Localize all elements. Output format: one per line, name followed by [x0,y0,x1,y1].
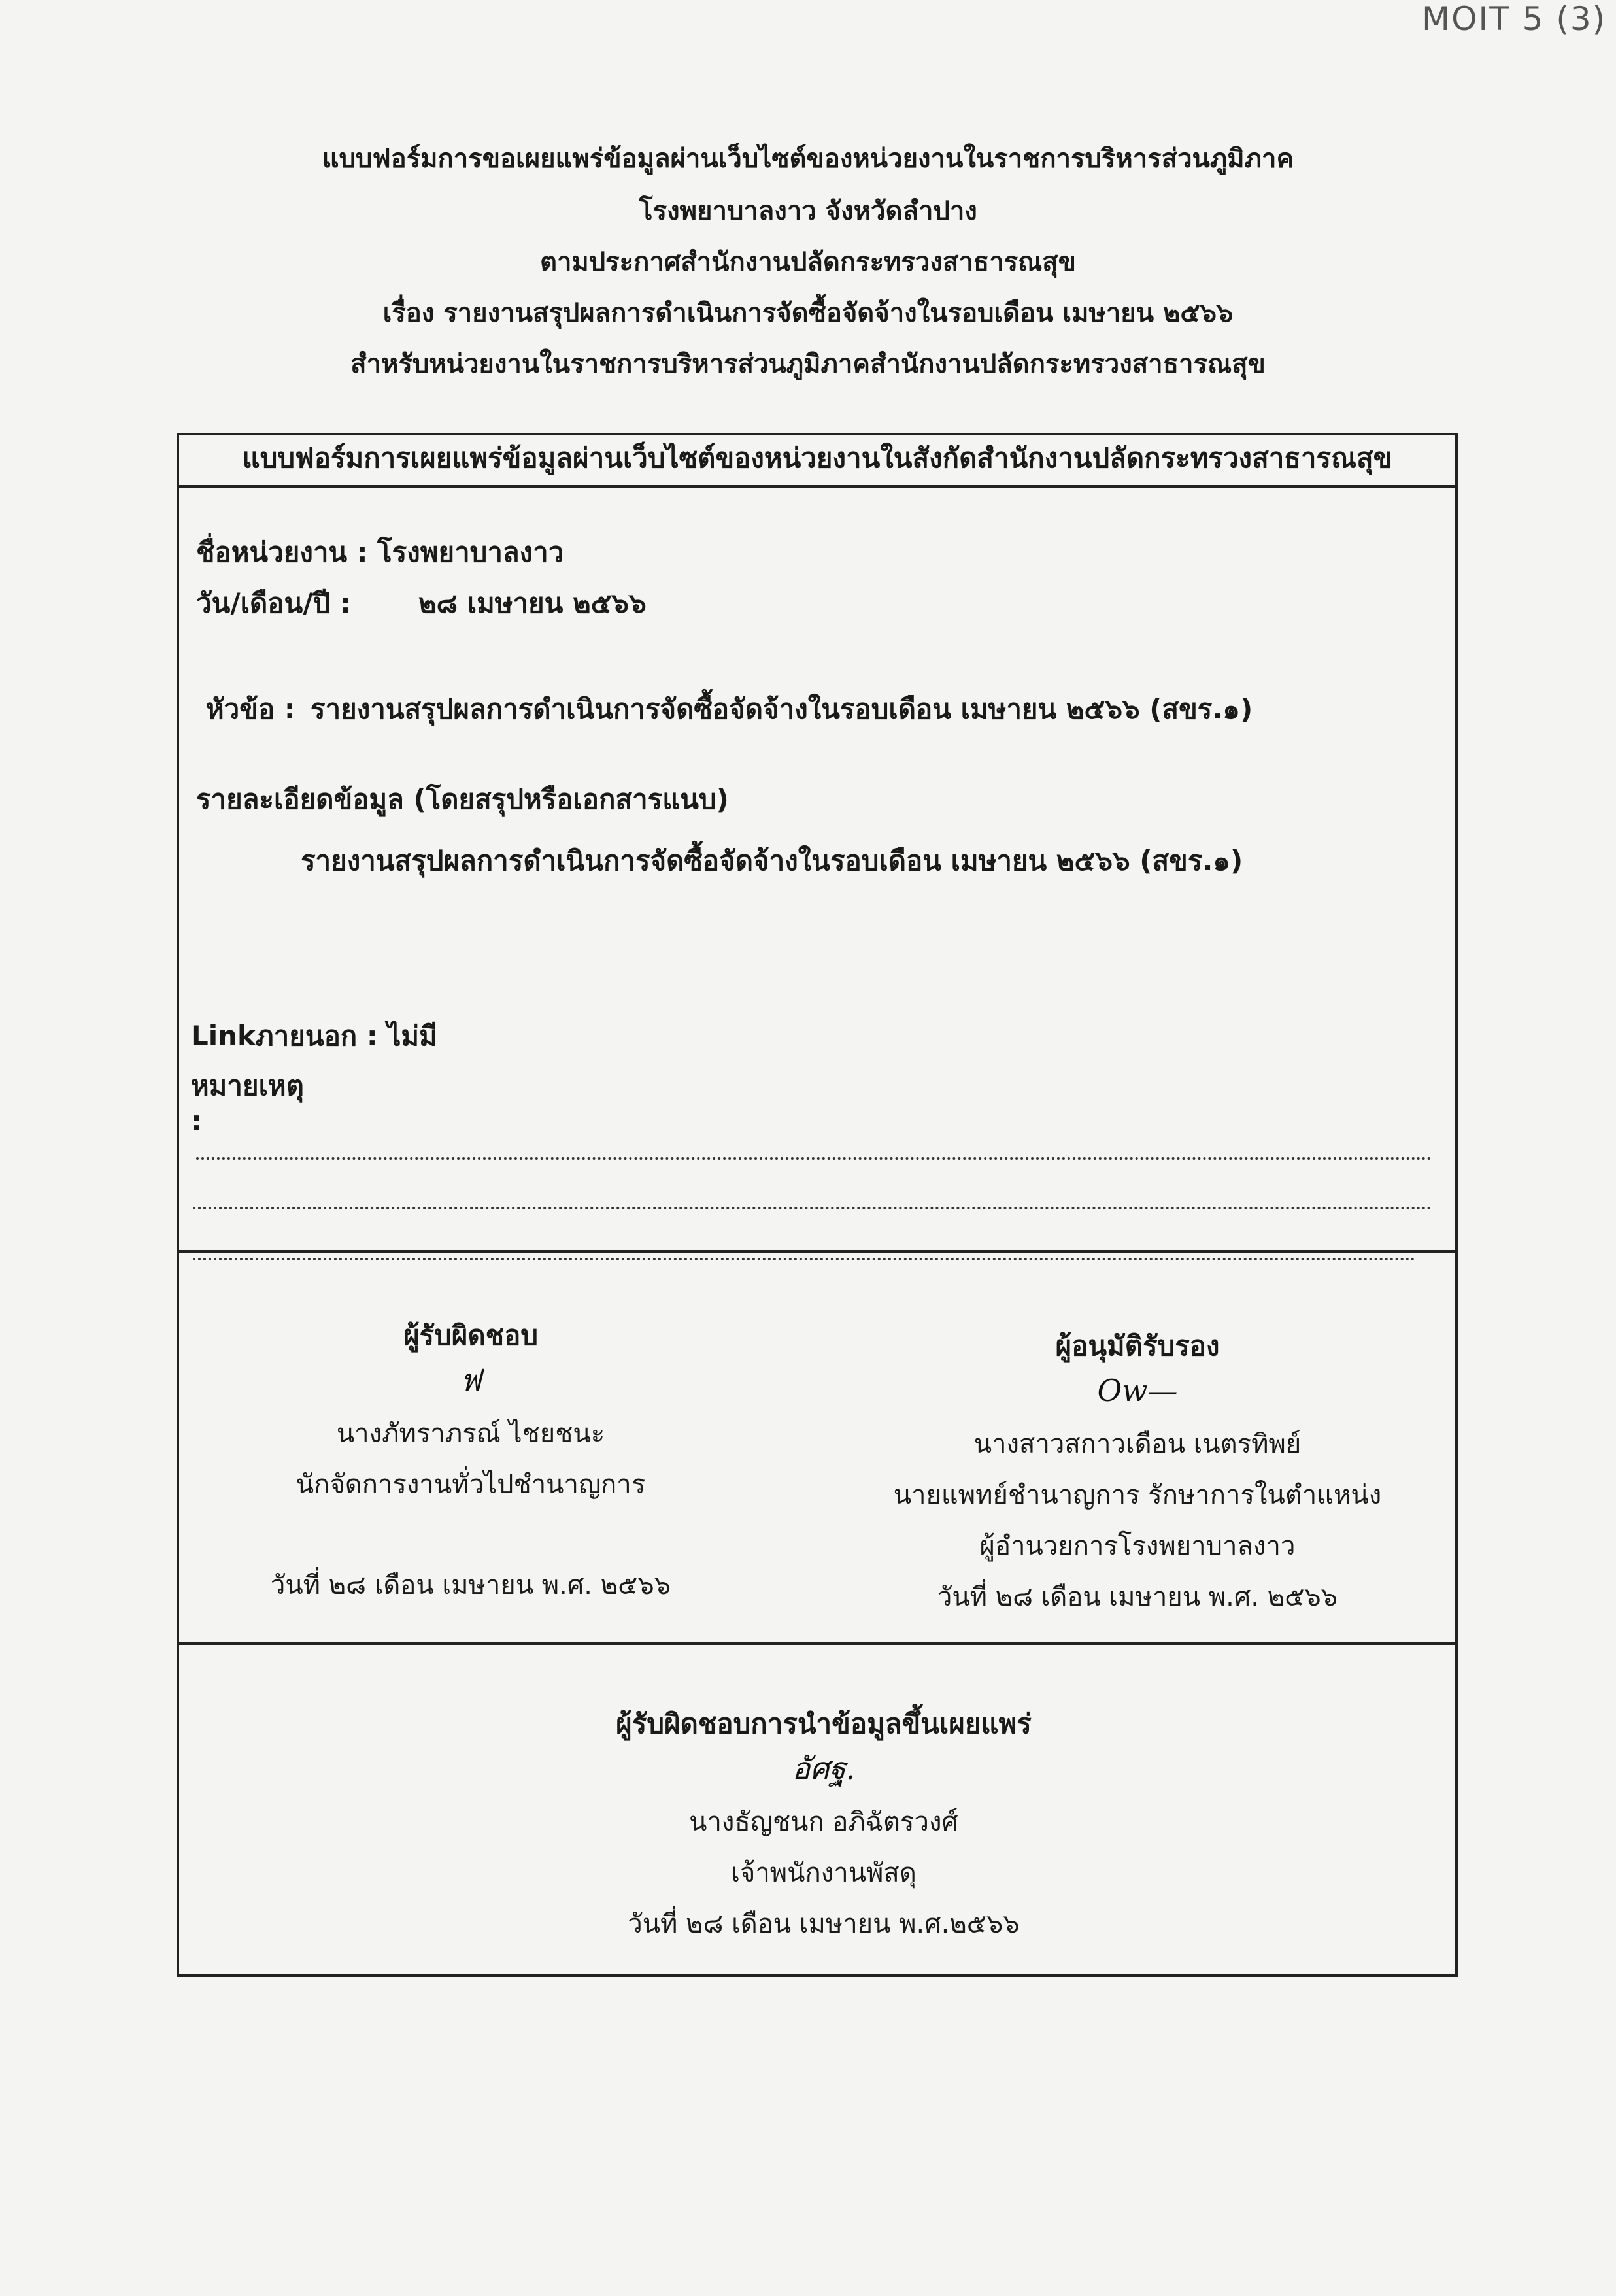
remark-dotted-line-1 [196,1157,1432,1160]
header-line-1: แบบฟอร์มการขอเผยแพร่ข้อมูลผ่านเว็บไซต์ของหน่วยงานในราชการบริหารส่วนภูมิภาค [322,144,1294,174]
approver-position-2: ผู้อำนวยการโรงพยาบาลงาว [979,1531,1296,1561]
section-divider-2 [177,1642,1458,1645]
approver-date: วันที่ ๒๘ เดือน เมษายน พ.ศ. ๒๕๖๖ [937,1582,1338,1612]
approver-name: นางสาวสกาวเดือน เนตรทิพย์ [973,1429,1302,1459]
approver-position-1: นายแพทย์ชำนาญการ รักษาการในตำแหน่ง [893,1480,1382,1510]
responsible-name: นางภัทราภรณ์ ไชยชนะ [336,1419,605,1449]
date-value: ๒๘ เมษายน ๒๕๖๖ [418,587,647,619]
approver-block [869,1325,1406,1617]
topic-label: หัวข้อ : [206,693,295,725]
handwritten-corner-note: MOIT 5 (3) [1422,0,1607,38]
remark-label: หมายเหตุ [191,1070,304,1102]
responsible-block [235,1314,706,1606]
form-title: แบบฟอร์มการเผยแพร่ข้อมูลผ่านเว็บไซต์ของหน่วยงานในสังกัดสำนักงานปลัดกระทรวงสาธารณสุข [242,442,1392,474]
publisher-title: ผู้รับผิดชอบการนำข้อมูลขึ้นเผยแพร่ [616,1708,1032,1740]
date-label: วัน/เดือน/ปี : [196,587,351,619]
header-line-3: ตามประกาศสำนักงานปลัดกระทรวงสาธารณสุข [539,247,1077,277]
publisher-position: เจ้าพนักงานพัสดุ [731,1858,917,1888]
external-link-label: Linkภายนอก : ไม่มี [191,1020,437,1052]
publisher-name: นางธัญชนก อภิฉัตรวงศ์ [689,1807,958,1837]
header-line-4: เรื่อง รายงานสรุปผลการดำเนินการจัดซื้อจัดจ้างในรอบเดือน เมษายน ๒๕๖๖ [382,298,1234,328]
responsible-signature: ฟ [460,1362,482,1398]
publisher-signature: อัศฐ. [792,1751,856,1786]
detail-label: รายละเอียดข้อมูล (โดยสรุปหรือเอกสารแนบ) [196,783,729,815]
responsible-title: ผู้รับผิดชอบ [403,1319,539,1351]
header-line-2: โรงพยาบาลงาว จังหวัดลำปาง [639,196,977,226]
detail-value: รายงานสรุปผลการดำเนินการจัดซื้อจัดจ้างในรอบเดือน เมษายน ๒๕๖๖ (สขร.๑) [301,845,1243,877]
agency-label: ชื่อหน่วยงาน : โรงพยาบาลงาว [196,536,564,568]
remark-dotted-line-2 [193,1207,1432,1209]
topic-value: รายงานสรุปผลการดำเนินการจัดซื้อจัดจ้างในรอบเดือน เมษายน ๒๕๖๖ (สขร.๑) [311,693,1253,725]
form-title-divider [177,485,1458,488]
approver-title: ผู้อนุมัติรับรอง [1055,1330,1220,1362]
header-line-5: สำหรับหน่วยงานในราชการบริหารส่วนภูมิภาคสำนักงานปลัดกระทรวงสาธารณสุข [350,349,1266,379]
section-divider-1 [177,1250,1458,1253]
publisher-block [562,1702,1085,1944]
remark-prefix: : [191,1105,202,1137]
responsible-position: นักจัดการงานทั่วไปชำนาญการ [295,1470,646,1500]
publisher-date: วันที่ ๒๘ เดือน เมษายน พ.ศ.๒๕๖๖ [628,1909,1020,1939]
remark-dotted-line-3 [193,1258,1415,1260]
approver-signature: Ow— [1097,1373,1178,1408]
responsible-date: วันที่ ๒๘ เดือน เมษายน พ.ศ. ๒๕๖๖ [270,1570,671,1600]
